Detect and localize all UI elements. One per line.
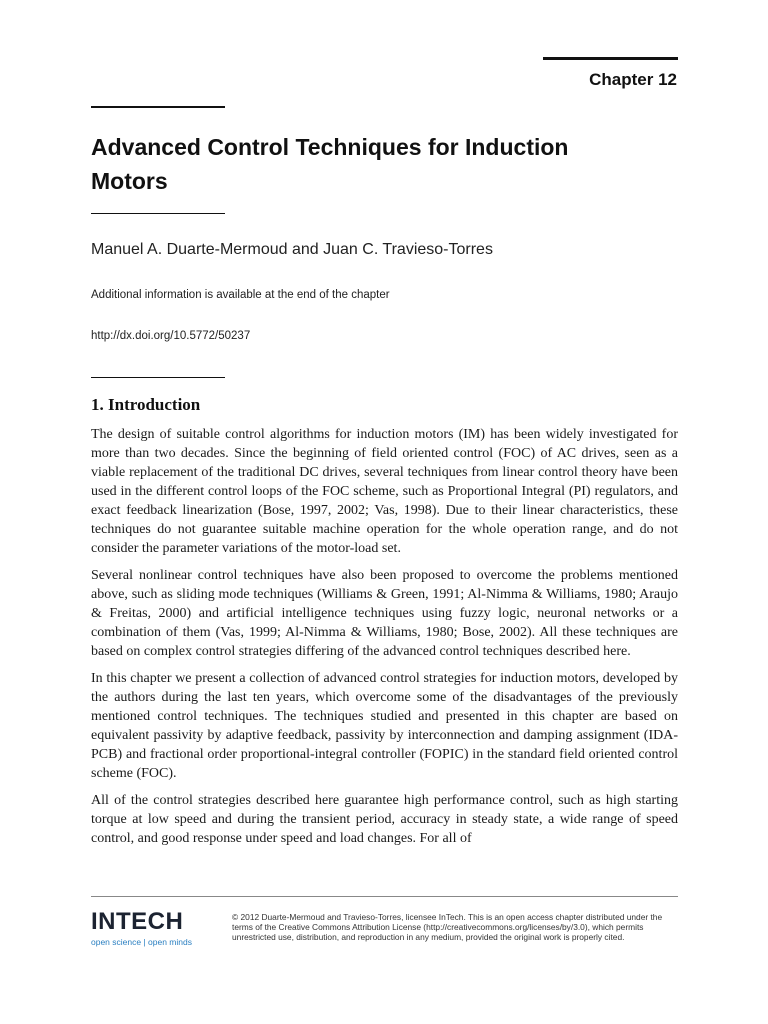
logo-tagline: open science | open minds [91,937,192,947]
paragraph: The design of suitable control algorithms for induction motors (IM) has been widely investigated for more than two decades. Since the beginning of field oriented control (FOC) of AC drives, seen as a viable replacement of the traditional DC drives, several techniques from linear control theory have been used in the different control loops of the FOC scheme, such as Proportional Integral (PI) regulators, and exact feedback linearization (Bose, 1997, 2002; Vas, 1998). Due to their linear characteristics, these techniques do not guarantee suitable machine operation for the whole operation range, and do not consider the parameter variations of the motor-load set. [91,427,678,556]
logo-wordmark: INTECH [91,908,184,935]
license-notice: © 2012 Duarte-Mermoud and Travieso-Torres, licensee InTech. This is an open access chapter distributed under the terms of the Creative Commons Attribution License (http://creativecommons.org/licenses/by/3.0), which permits unrestricted use, distribution, and reproduction in any medium, provided the original work is properly cited. [232,912,663,943]
chapter-label: Chapter 12 [589,70,677,89]
chapter-top-rule [543,57,678,60]
paragraph: Several nonlinear control techniques have also been proposed to overcome the problems mentioned above, such as sliding mode techniques (Williams & Green, 1991; Al-Nimma & Williams, 1980; Araujo & Freitas, 2000) and artificial intelligence techniques using fuzzy logic, neuronal networks or a combination of them (Vas, 1999; Al-Nimma & Williams, 1980; Bose, 2002). All these techniques are based on complex control strategies differing of the advanced control techniques described here. [91,568,678,659]
footer-rule [91,896,678,897]
intech-logo [91,908,216,948]
section-heading: 1. Introduction [91,395,201,414]
additional-info-note: Additional information is available at the end of the chapter [91,289,390,301]
chapter-authors: Manuel A. Duarte-Mermoud and Juan C. Travieso-Torres [91,241,493,258]
title-top-rule [91,106,225,108]
body-text [91,425,678,856]
title-bottom-rule [91,213,225,214]
doi-link[interactable]: http://dx.doi.org/10.5772/50237 [91,330,251,342]
paragraph: All of the control strategies described here guarantee high performance control, such as high starting torque at low speed and during the transient period, accuracy in steady state, a wide range of speed control, and good response under speed and load changes. For all of [91,793,678,846]
section-top-rule [91,377,225,378]
paragraph: In this chapter we present a collection of advanced control strategies for induction motors, developed by the authors during the last ten years, which overcome some of the disadvantages of the previously mentioned control techniques. The techniques studied and presented in this chapter are based on equivalent passivity by adaptive feedback, passivity by interconnection and damping assignment (IDA-PCB) and fractional order proportional-integral controller (FOPIC) in the standard field oriented control scheme (FOC). [91,671,678,781]
chapter-title: Advanced Control Techniques for Induction Motors [91,134,569,194]
